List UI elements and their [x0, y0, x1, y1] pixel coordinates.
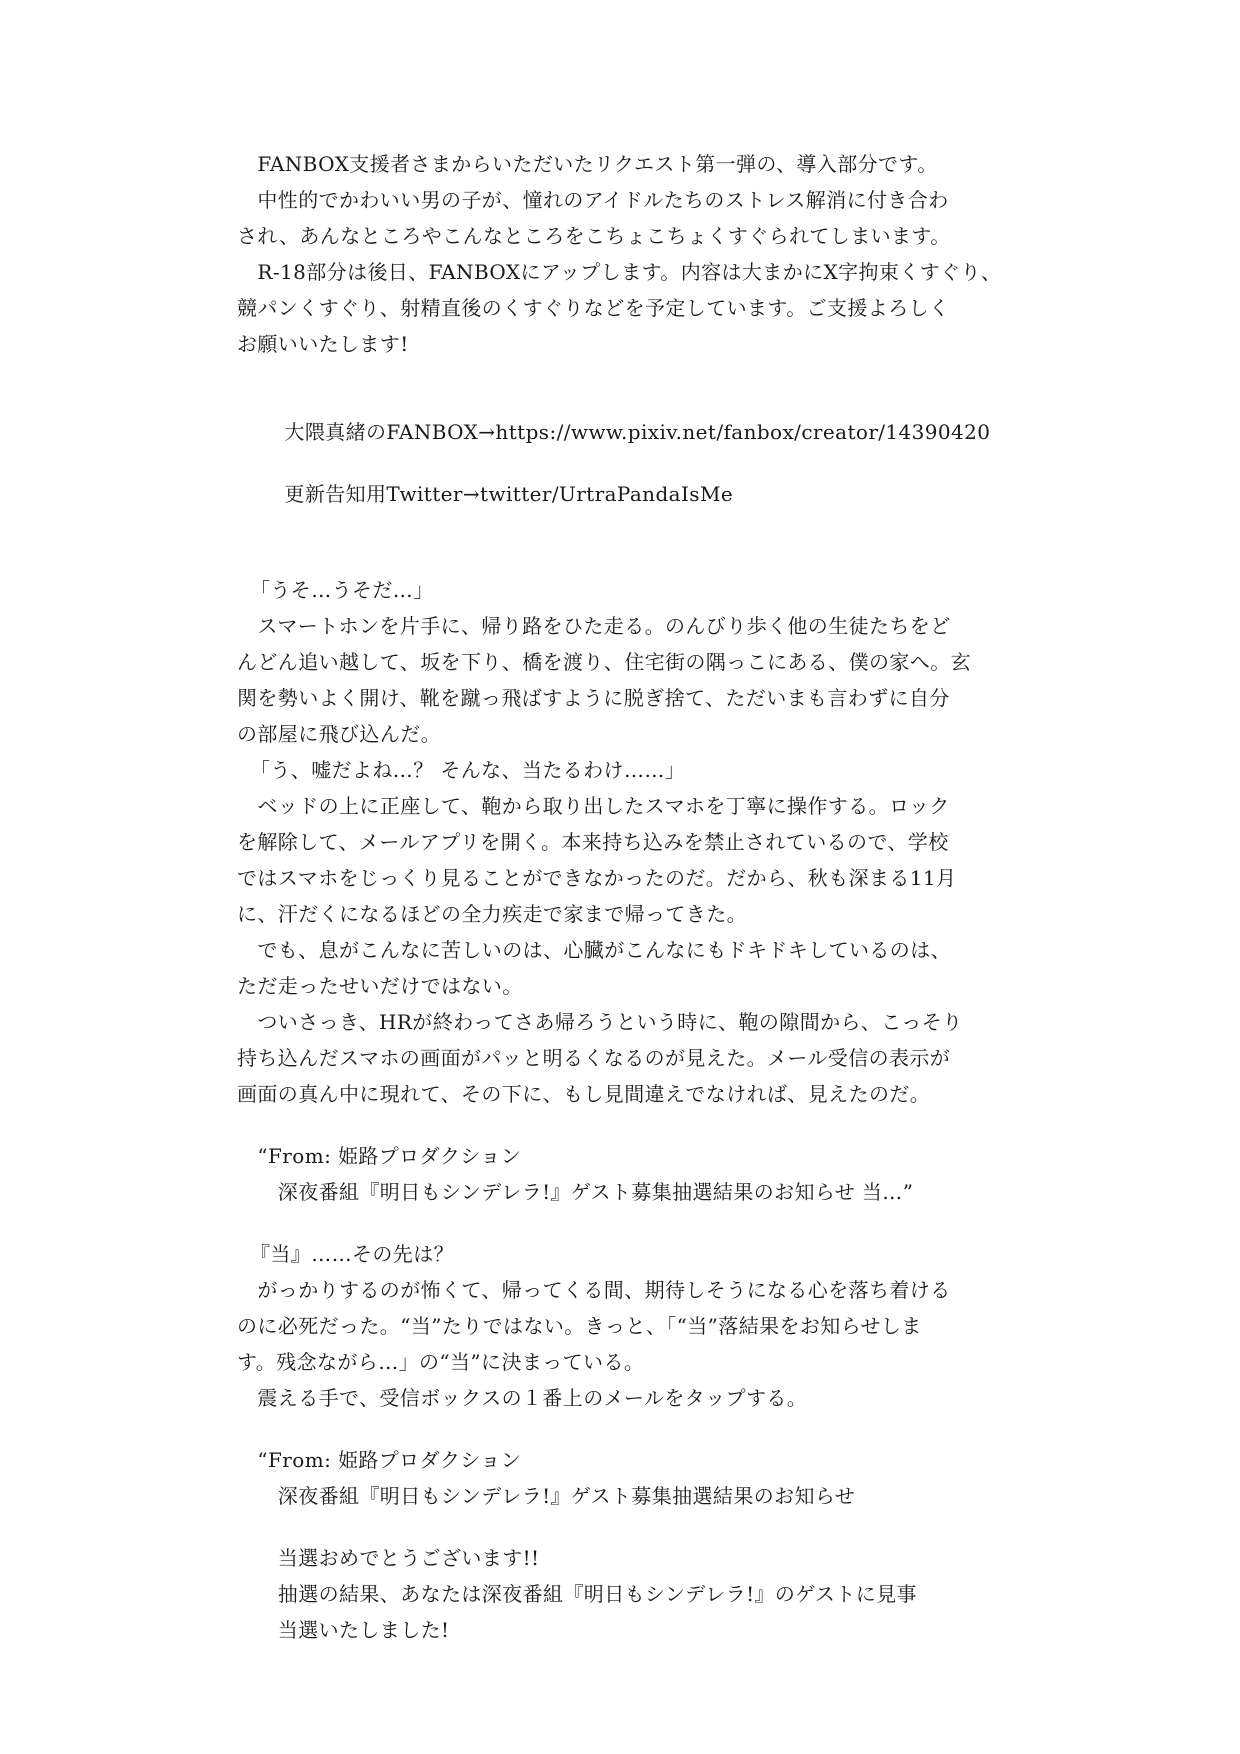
story-line: 「うそ…うそだ…」	[250, 578, 434, 602]
intro-line: お願いいたします!	[237, 332, 409, 356]
story-line: の部屋に飛び込んだ。	[237, 722, 441, 746]
email-body-line: 当選いたしました!	[237, 1618, 450, 1642]
story-line: ではスマホをじっくり見ることができなかったのだ。だから、秋も深まる11月	[237, 866, 957, 890]
story-line: でも、息がこんなに苦しいのは、心臓がこんなにもドキドキしているのは、	[237, 938, 951, 962]
story-line: に、汗だくになるほどの全力疾走で家まで帰ってきた。	[237, 902, 747, 926]
fanbox-link[interactable]: 大隈真緒のFANBOX→https://www.pixiv.net/fanbox/creator/14390420	[264, 420, 991, 444]
story-line: 画面の真ん中に現れて、その下に、もし見間違えでなければ、見えたのだ。	[237, 1082, 931, 1106]
story-line: んどん追い越して、坂を下り、橋を渡り、住宅街の隅っこにある、僕の家へ。玄	[237, 650, 971, 674]
email-preview-line: 深夜番組『明日もシンデレラ!』ゲスト募集抽選結果のお知らせ 当…”	[237, 1180, 914, 1204]
story-line: ただ走ったせいだけではない。	[237, 974, 523, 998]
story-line: スマートホンを片手に、帰り路をひた走る。のんびり歩く他の生徒たちをど	[237, 614, 951, 638]
story-line: 関を勢いよく開け、靴を蹴っ飛ばすように脱ぎ捨て、ただいまも言わずに自分	[237, 686, 950, 710]
story-line: 震える手で、受信ボックスの１番上のメールをタップする。	[237, 1386, 808, 1410]
story-line: がっかりするのが怖くて、帰ってくる間、期待しそうになる心を落ち着ける	[237, 1278, 951, 1302]
email-preview-line: “From: 姫路プロダクション	[237, 1144, 522, 1168]
story-line: を解除して、メールアプリを開く。本来持ち込みを禁止されているので、学校	[237, 830, 949, 854]
email-body-line: 当選おめでとうございます!!	[237, 1546, 540, 1570]
story-line: 持ち込んだスマホの画面がパッと明るくなるのが見えた。メール受信の表示が	[237, 1046, 951, 1070]
story-line: す。残念ながら…」の“当”に決まっている。	[237, 1350, 645, 1374]
intro-line: R-18部分は後日、FANBOXにアップします。内容は大まかにX字拘束くすぐり、	[237, 260, 1002, 284]
email-body-line: “From: 姫路プロダクション	[237, 1448, 522, 1472]
twitter-link[interactable]: 更新告知用Twitter→twitter/UrtraPandaIsMe	[264, 482, 734, 506]
story-line: 「う、嘘だよね…？ そんな、当たるわけ……」	[250, 758, 686, 782]
twitter-link-line[interactable]	[237, 455, 1007, 533]
intro-line: 競パンくすぐり、射精直後のくすぐりなどを予定しています。ご支援よろしく	[237, 296, 950, 320]
email-body-line: 深夜番組『明日もシンデレラ!』ゲスト募集抽選結果のお知らせ	[237, 1484, 856, 1508]
email-body-line: 抽選の結果、あなたは深夜番組『明日もシンデレラ!』のゲストに見事	[237, 1582, 917, 1606]
intro-line: 中性的でかわいい男の子が、憧れのアイドルたちのストレス解消に付き合わ	[237, 188, 949, 212]
story-line: のに必死だった。“当”たりではない。きっと、「“当”落結果をお知らせしま	[237, 1314, 922, 1338]
intro-line: され、あんなところやこんなところをこちょこちょくすぐられてしまいます。	[237, 224, 951, 248]
story-line: 『当』……その先は？	[250, 1242, 454, 1266]
story-line: ベッドの上に正座して、鞄から取り出したスマホを丁寧に操作する。ロック	[237, 794, 950, 818]
intro-line: FANBOX支援者さまからいただいたリクエスト第一弾の、導入部分です。	[237, 152, 938, 176]
story-line: ついさっき、HRが終わってさあ帰ろうという時に、鞄の隙間から、こっそり	[237, 1010, 963, 1034]
